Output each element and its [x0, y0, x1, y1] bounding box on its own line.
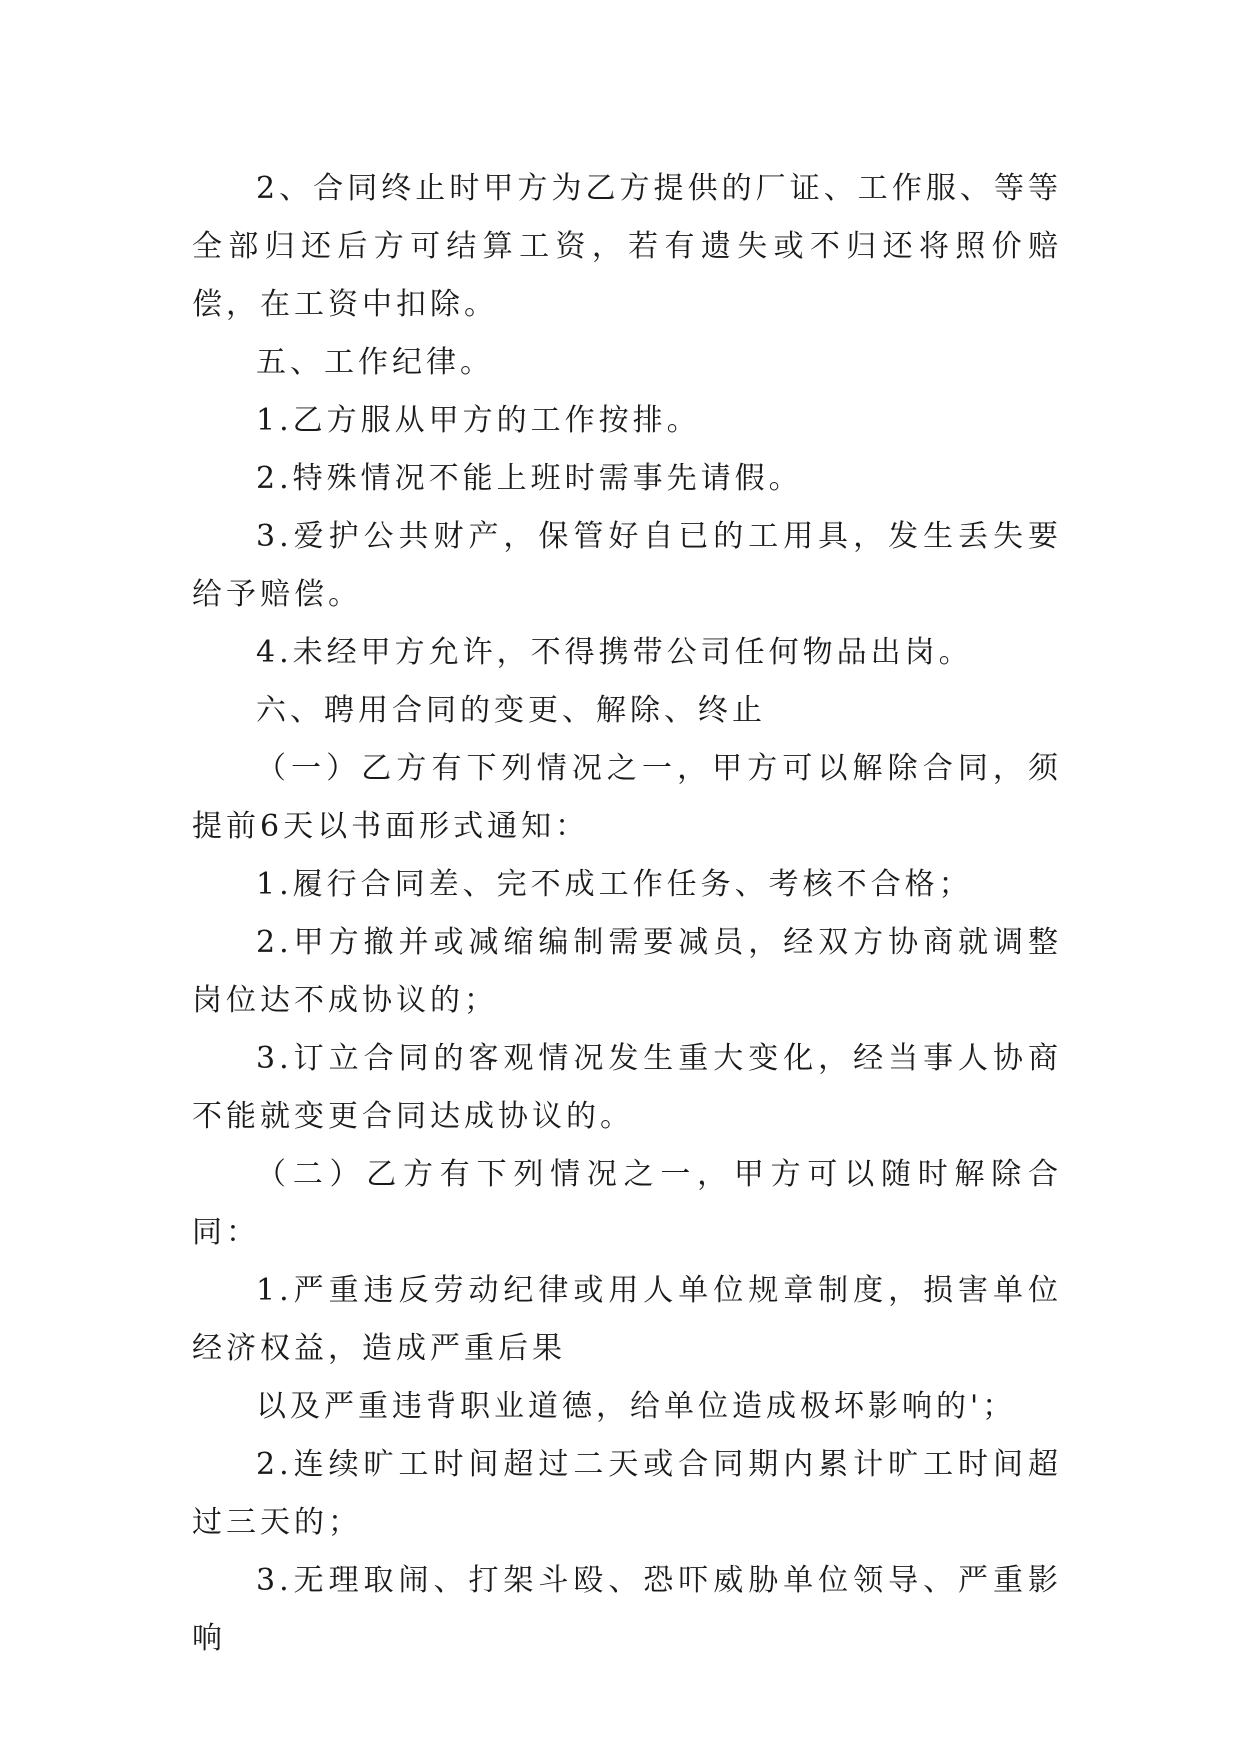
paragraph-section-one-item-3: 3.订立合同的客观情况发生重大变化，经当事人协商不能就变更合同达成协议的。 — [192, 1041, 1062, 1134]
heading-contract-change: 六、聘用合同的变更、解除、终止 — [256, 693, 766, 728]
paragraph-return-items: 2、合同终止时甲方为乙方提供的厂证、工作服、等等全部归还后方可结算工资，若有遗失或不归还将照价赔偿，在工资中扣除。 — [192, 171, 1062, 322]
paragraph-section-one-item-1: 1.履行合同差、完不成工作任务、考核不合格； — [256, 867, 973, 902]
paragraph-discipline-2: 2.特殊情况不能上班时需事先请假。 — [256, 461, 803, 496]
paragraph-section-two-item-2: 2.连续旷工时间超过二天或合同期内累计旷工时间超过三天的； — [192, 1447, 1062, 1540]
document-body — [192, 160, 1062, 1668]
paragraph-discipline-3: 3.爱护公共财产，保管好自已的工用具，发生丢失要给予赔偿。 — [192, 519, 1062, 612]
paragraph-section-one-item-2: 2.甲方撤并或减缩编制需要减员，经双方协商就调整岗位达不成协议的； — [192, 925, 1062, 1018]
paragraph-discipline-4: 4.未经甲方允许，不得携带公司任何物品出岗。 — [256, 635, 973, 670]
paragraph-section-two-item-3: 3.无理取闹、打架斗殴、恐吓威胁单位领导、严重影响 — [192, 1563, 1062, 1656]
paragraph-discipline-1: 1.乙方服从甲方的工作按排。 — [256, 403, 701, 438]
heading-work-discipline: 五、工作纪律。 — [256, 345, 494, 380]
paragraph-section-one: （一）乙方有下列情况之一，甲方可以解除合同，须提前6天以书面形式通知： — [192, 751, 1062, 844]
paragraph-section-two-item-1: 1.严重违反劳动纪律或用人单位规章制度，损害单位经济权益，造成严重后果 — [192, 1273, 1062, 1366]
paragraph-section-two-item-1-cont: 以及严重违背职业道德，给单位造成极坏影响的'； — [256, 1389, 1017, 1424]
paragraph-section-two: （二）乙方有下列情况之一，甲方可以随时解除合同： — [192, 1157, 1062, 1250]
